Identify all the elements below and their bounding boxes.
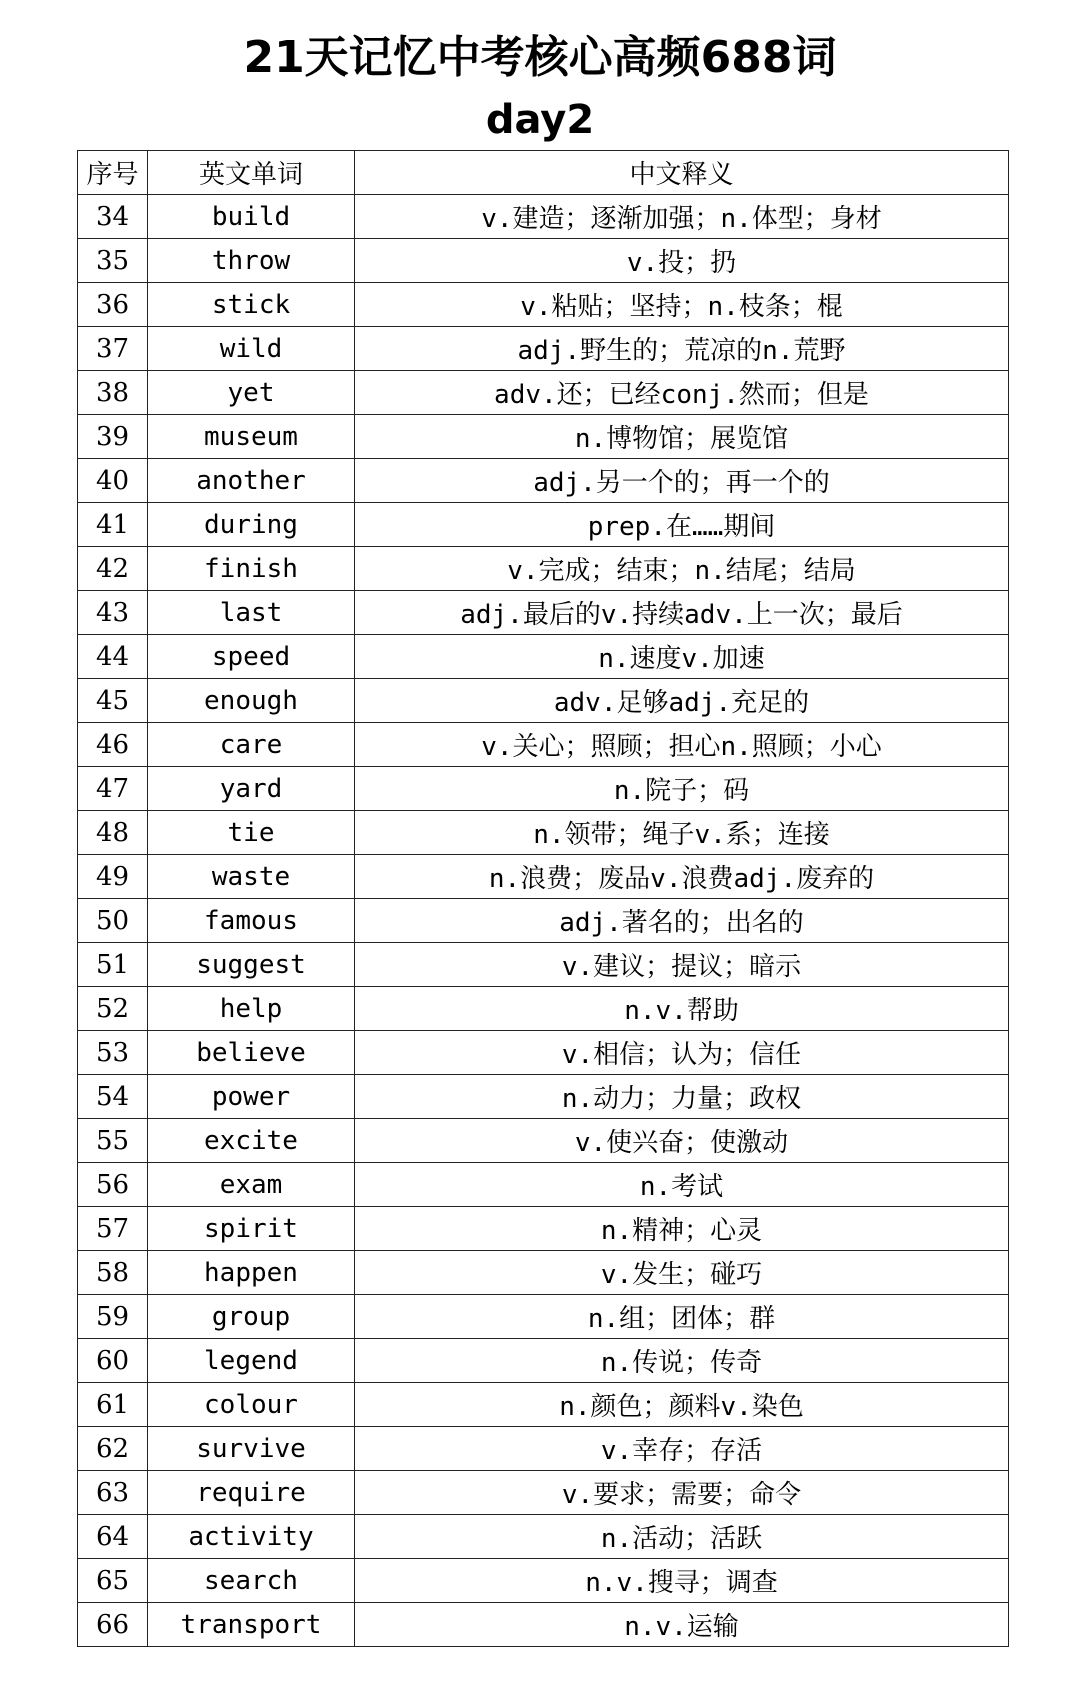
table-row [78,1383,1009,1427]
row-definition: v.建造；逐渐加强；n.体型；身材 [355,195,1009,239]
row-number: 44 [78,635,148,679]
header-number: 序号 [78,151,148,195]
row-number: 63 [78,1471,148,1515]
table-row [78,415,1009,459]
table-row [78,943,1009,987]
row-number: 60 [78,1339,148,1383]
row-number: 42 [78,547,148,591]
table-row [78,503,1009,547]
vocabulary-table [77,150,1009,1647]
row-number: 35 [78,239,148,283]
table-row [78,811,1009,855]
row-word: throw [148,239,355,283]
row-definition: n.院子；码 [355,767,1009,811]
table-row [78,1075,1009,1119]
row-number: 38 [78,371,148,415]
row-word: power [148,1075,355,1119]
row-definition: n.颜色；颜料v.染色 [355,1383,1009,1427]
row-number: 45 [78,679,148,723]
row-word: group [148,1295,355,1339]
row-definition: n.精神；心灵 [355,1207,1009,1251]
row-definition: adj.著名的；出名的 [355,899,1009,943]
row-word: tie [148,811,355,855]
row-word: yet [148,371,355,415]
row-number: 51 [78,943,148,987]
row-definition: n.考试 [355,1163,1009,1207]
page-title: 21天记忆中考核心高频688词 [243,32,837,83]
row-word: finish [148,547,355,591]
row-definition: adv.足够adj.充足的 [355,679,1009,723]
row-definition: prep.在……期间 [355,503,1009,547]
row-number: 54 [78,1075,148,1119]
table-row [78,679,1009,723]
table-row [78,635,1009,679]
row-definition: v.投；扔 [355,239,1009,283]
table-row [78,767,1009,811]
table-row [78,283,1009,327]
row-definition: v.使兴奋；使激动 [355,1119,1009,1163]
table-row [78,1031,1009,1075]
row-number: 36 [78,283,148,327]
row-number: 46 [78,723,148,767]
row-word: activity [148,1515,355,1559]
row-word: yard [148,767,355,811]
row-word: last [148,591,355,635]
row-definition: n.博物馆；展览馆 [355,415,1009,459]
table-row [78,1339,1009,1383]
row-word: care [148,723,355,767]
row-word: legend [148,1339,355,1383]
table-row [78,1427,1009,1471]
row-number: 48 [78,811,148,855]
row-number: 56 [78,1163,148,1207]
row-number: 49 [78,855,148,899]
row-word: believe [148,1031,355,1075]
table-row [78,855,1009,899]
row-number: 64 [78,1515,148,1559]
header-chinese-definition: 中文释义 [355,151,1009,195]
row-number: 58 [78,1251,148,1295]
row-word: excite [148,1119,355,1163]
row-number: 57 [78,1207,148,1251]
row-definition: v.发生；碰巧 [355,1251,1009,1295]
row-definition: n.v.搜寻；调查 [355,1559,1009,1603]
row-number: 65 [78,1559,148,1603]
table-row [78,987,1009,1031]
row-word: search [148,1559,355,1603]
row-word: museum [148,415,355,459]
table-row [78,723,1009,767]
row-definition: adj.野生的；荒凉的n.荒野 [355,327,1009,371]
row-number: 40 [78,459,148,503]
row-word: require [148,1471,355,1515]
table-row [78,1559,1009,1603]
row-word: spirit [148,1207,355,1251]
row-definition: v.相信；认为；信任 [355,1031,1009,1075]
table-row [78,1119,1009,1163]
row-definition: v.建议；提议；暗示 [355,943,1009,987]
page-subtitle: day2 [485,97,595,143]
row-definition: adj.最后的v.持续adv.上一次；最后 [355,591,1009,635]
table-row [78,547,1009,591]
row-definition: v.关心；照顾；担心n.照顾；小心 [355,723,1009,767]
row-number: 43 [78,591,148,635]
row-definition: n.活动；活跃 [355,1515,1009,1559]
row-word: speed [148,635,355,679]
row-number: 66 [78,1603,148,1647]
row-number: 39 [78,415,148,459]
row-word: help [148,987,355,1031]
row-word: another [148,459,355,503]
table-row [78,1471,1009,1515]
table-row [78,1251,1009,1295]
row-definition: n.v.帮助 [355,987,1009,1031]
row-number: 34 [78,195,148,239]
row-word: enough [148,679,355,723]
table-row [78,899,1009,943]
table-row [78,195,1009,239]
row-definition: n.领带；绳子v.系；连接 [355,811,1009,855]
table-row [78,371,1009,415]
row-definition: n.速度v.加速 [355,635,1009,679]
table-row [78,459,1009,503]
row-word: wild [148,327,355,371]
row-word: stick [148,283,355,327]
row-definition: v.粘贴；坚持；n.枝条；棍 [355,283,1009,327]
table-row [78,591,1009,635]
row-word: during [148,503,355,547]
row-definition: v.要求；需要；命令 [355,1471,1009,1515]
row-definition: n.组；团体；群 [355,1295,1009,1339]
table-row [78,1207,1009,1251]
row-word: colour [148,1383,355,1427]
row-word: exam [148,1163,355,1207]
row-definition: n.动力；力量；政权 [355,1075,1009,1119]
row-number: 47 [78,767,148,811]
row-definition: v.完成；结束；n.结尾；结局 [355,547,1009,591]
row-word: famous [148,899,355,943]
row-definition: v.幸存；存活 [355,1427,1009,1471]
row-definition: adv.还；已经conj.然而；但是 [355,371,1009,415]
table-row [78,1163,1009,1207]
row-number: 55 [78,1119,148,1163]
table-row [78,239,1009,283]
row-number: 52 [78,987,148,1031]
table-row [78,327,1009,371]
row-definition: n.v.运输 [355,1603,1009,1647]
row-definition: n.传说；传奇 [355,1339,1009,1383]
table-row [78,1295,1009,1339]
row-word: transport [148,1603,355,1647]
row-number: 61 [78,1383,148,1427]
row-number: 62 [78,1427,148,1471]
table-row [78,1515,1009,1559]
row-number: 59 [78,1295,148,1339]
table-header-row [78,151,1009,195]
row-number: 41 [78,503,148,547]
row-word: suggest [148,943,355,987]
row-definition: adj.另一个的；再一个的 [355,459,1009,503]
header-english-word: 英文单词 [148,151,355,195]
row-word: build [148,195,355,239]
row-number: 53 [78,1031,148,1075]
table-row [78,1603,1009,1647]
row-number: 50 [78,899,148,943]
row-word: happen [148,1251,355,1295]
row-word: waste [148,855,355,899]
row-word: survive [148,1427,355,1471]
row-definition: n.浪费；废品v.浪费adj.废弃的 [355,855,1009,899]
row-number: 37 [78,327,148,371]
